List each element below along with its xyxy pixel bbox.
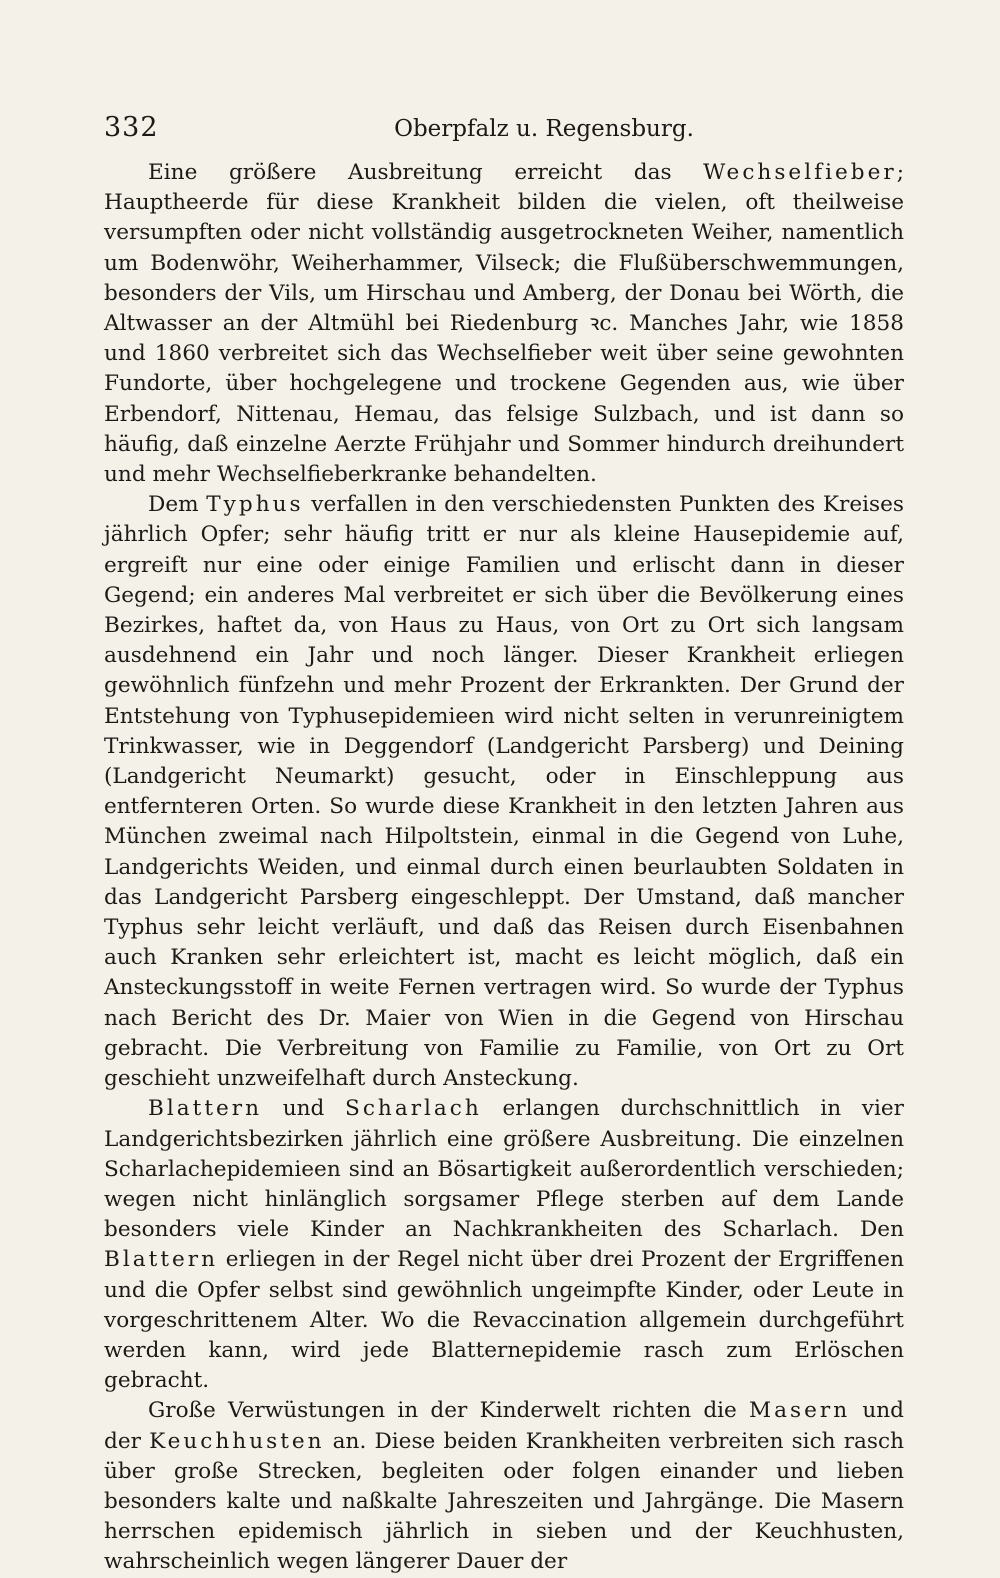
emphasis-term: Wechselfieber: [703, 160, 897, 185]
emphasis-term: Scharlach: [345, 1096, 482, 1122]
emphasis-term: Typhus: [206, 492, 304, 518]
paragraph-masern-keuchhusten: Große Verwüstungen in der Kinderwelt richten die Masern und der Keuchhusten an. Diese beiden Krankheiten verbreiten sich rasch über große Strecken, begleiten oder folgen einander und lieben besonders kalte und naßkalte Jahreszeiten und Jahrgänge. Die Masern herrschen epidemisch jährlich in sieben und der Keuchhusten, wahrscheinlich wegen längerer Dauer der: [104, 1398, 904, 1575]
emphasis-term: Blattern: [148, 1096, 263, 1122]
page-number: 332: [104, 112, 159, 143]
paragraph-blattern-scharlach: Blattern und Scharlach erlangen durchschnittlich in vier Landgerichtsbezirken jährlich eine größere Ausbreitung. Die einzelnen Scharlachepidemieen sind an Bösartigkeit außerordentlich verschieden; wegen nicht hinlänglich sorgsamer Pflege sterben auf dem Lande besonders viele Kinder an Nachkrankheiten des Scharlach. Den Blattern erliegen in der Regel nicht über drei Prozent der Ergriffenen und die Opfer selbst sind gewöhnlich ungeimpfte Kinder, oder Leute in vorgeschrittenem Alter. Wo die Revaccination allgemein durchgeführt werden kann, wird jede Blatternepidemie rasch zum Erlöschen gebracht.: [104, 1096, 904, 1394]
emphasis-term: Keuchhusten: [149, 1428, 325, 1454]
paragraph-typhus: Dem Typhus verfallen in den verschiedensten Punkten des Kreises jährlich Opfer; sehr häufig tritt er nur als kleine Hausepidemie auf, ergreift nur eine oder einige Familien und erlischt dann in dieser Gegend; ein anderes Mal verbreitet er sich über die Bevölkerung eines Bezirkes, haftet da, von Haus zu Haus, von Ort zu Ort sich langsam ausdehnend ein Jahr und noch länger. Dieser Krankheit erliegen gewöhnlich fünfzehn und mehr Prozent der Erkrankten. Der Grund der Entstehung von Typhusepidemieen wird nicht selten in verunreinigtem Trinkwasser, wie in Deggendorf (Landgericht Parsberg) und Deining (Landgericht Neumarkt) gesucht, oder in Einschleppung aus entfernteren Orten. So wurde diese Krankheit in den letzten Jahren aus München zweimal nach Hilpoltstein, einmal in die Gegend von Luhe, Landgerichts Weiden, und einmal durch einen beurlaubten Soldaten in das Landgericht Parsberg eingeschleppt. Der Umstand, daß mancher Typhus sehr leicht verläuft, und daß das Reisen durch Eisenbahnen auch Kranken sehr erleichtert ist, macht es leicht möglich, daß ein Ansteckungsstoff in weite Fernen vertragen wird. So wurde der Typhus nach Bericht des Dr. Maier von Wien in die Gegend von Hirschau gebracht. Die Verbreitung von Familie zu Familie, von Ort zu Ort geschieht unzweifelhaft durch Ansteckung.: [104, 492, 904, 1092]
emphasis-term: Blattern: [104, 1247, 219, 1273]
paragraph-wechselfieber: Eine größere Ausbreitung erreicht das Wechselfieber; Hauptheerde für diese Krankheit bilden die vielen, oft theilweise versumpften oder nicht vollständig ausgetrockneten Weiher, namentlich um Bodenwöhr, Weiherhammer, Vilseck; die Flußüberschwemmungen, besonders der Vils, um Hirschau und Amberg, der Donau bei Wörth, die Altwasser an der Altmühl bei Riedenburg ꝛc. Manches Jahr, wie 1858 und 1860 verbreitet sich das Wechselfieber weit über seine gewohnten Fundorte, über hochgelegene und trockene Gegenden aus, wie über Erbendorf, Nittenau, Hemau, das felsige Sulzbach, und ist dann so häufig, daß einzelne Aerzte Frühjahr und Sommer hindurch dreihundert und mehr Wechselfieberkranke behandelten.: [104, 160, 904, 488]
page-header: [104, 112, 904, 152]
running-head: Oberpfalz u. Regensburg.: [394, 116, 694, 142]
body-text: [104, 158, 904, 1578]
emphasis-term: Masern: [749, 1398, 851, 1424]
